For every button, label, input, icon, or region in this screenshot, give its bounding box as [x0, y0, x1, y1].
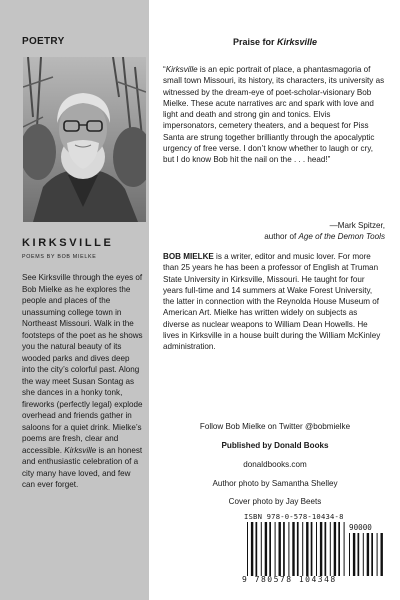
barcode-bar	[292, 522, 294, 576]
attribution-book: Age of the Demon Tools	[298, 232, 385, 242]
praise-heading	[163, 37, 387, 47]
barcode-bar	[302, 522, 303, 576]
author-photo-credit: Author photo by Samantha Shelley	[212, 479, 338, 488]
barcode-bar	[288, 522, 289, 576]
barcode-bar	[265, 522, 267, 576]
blurb-part-italic: Kirksville	[64, 445, 97, 455]
barcode-bar	[371, 533, 373, 576]
barcode-bar	[283, 522, 285, 576]
price-code: 90000	[349, 523, 372, 532]
attribution-book-line	[264, 231, 385, 242]
barcode-bars-addon	[349, 533, 383, 576]
blurb-part: is an honest and enthusiastic celebration of a city many have loved, and few can ever forget.	[22, 445, 143, 489]
barcode-bar	[344, 522, 345, 576]
barcode-bar	[363, 533, 364, 576]
author-photo	[23, 57, 146, 222]
quote-part: is an epic portrait of place, a phantasmagoria of small town Missouri, its history, its characters, its university as witnessed by the dream-eye of poet-scholar-visionary Bob Mielke. These acute narratives arc and spark with love and light and death and strong gin and tonics. Elvis impersonators, cemetery theaters, and a bequest for Piss Santa are strung together brilliantly through the apocalyptic urgency of free verse. I don’t know whether to laugh or cry, but I do know Bob hit the nail on the . . . head!”	[163, 65, 385, 165]
barcode-bar	[353, 533, 355, 576]
isbn-number: ISBN 978-0-578-10434-8	[244, 512, 344, 521]
book-title: KIRKSVILLE	[22, 237, 114, 249]
barcode-bar	[269, 522, 271, 576]
quote-part: “	[163, 65, 166, 74]
barcode-bar	[338, 522, 340, 576]
barcode-digits: 9 780578 104348	[242, 575, 337, 584]
barcode-bar	[251, 522, 253, 576]
barcode-bar	[358, 533, 360, 576]
blurb-part: See Kirksville through the eyes of Bob Mielke as he explores the people and places of the unassuming college town in Northeast Missouri. Walk in the footsteps of the poet as he shows you the natural beauty of its wooded parks and dives deep into the city’s colorful past. Along the way meet Susan Sontag as she dances in a honky tonk, fireworks (perfectly legal) explode overhead and friends gather in saloons for a quiet drink. Mielke’s poems are fresh, clear and accessible.	[22, 273, 143, 455]
barcode-bar	[261, 522, 262, 576]
barcode-bar	[256, 522, 258, 576]
praise-heading-prefix: Praise for	[232, 37, 277, 47]
barcode-bar	[381, 533, 383, 576]
bio-name: BOB MIELKE	[163, 252, 214, 261]
barcode-bars-main	[247, 522, 345, 576]
barcode-bar	[334, 522, 336, 576]
author-photo-illustration	[23, 57, 146, 222]
author-bio	[163, 251, 385, 353]
barcode-bar	[316, 522, 317, 576]
barcode-bar	[306, 522, 308, 576]
barcode-bar	[311, 522, 313, 576]
website-link[interactable]: donaldbooks.com	[243, 460, 307, 469]
praise-quote	[163, 64, 385, 166]
isbn-barcode	[241, 511, 387, 587]
quote-part-italic: Kirksville	[165, 65, 198, 74]
barcode-bar	[297, 522, 299, 576]
barcode-bar	[247, 522, 248, 576]
publisher-line: Published by Donald Books	[221, 441, 329, 450]
book-blurb	[22, 272, 144, 491]
barcode-bar	[320, 522, 322, 576]
bio-text: is a writer, editor and music lover. For more than 25 years he has been a professor of English at Truman State University in Kirksville, Missouri. He taught for four years full-time and 14 summers at Wake Forest University, the latter in connection with the Reynolda House Museum of American Art. Mielke has written widely on subjects as diverse as nuclear weapons to William Dean Howells. He lives in Kirksville in a house built during the William McKinley administration.	[163, 252, 381, 352]
book-subtitle: POEMS BY BOB MIELKE	[22, 254, 97, 260]
barcode-bar	[367, 533, 369, 576]
quote-attribution	[264, 220, 385, 243]
barcode-bar	[349, 533, 350, 576]
barcode-bar	[330, 522, 331, 576]
barcode-bar	[325, 522, 327, 576]
attribution-name: —Mark Spitzer,	[329, 221, 385, 230]
category-label: POETRY	[22, 36, 65, 47]
barcode-bar	[275, 522, 276, 576]
barcode-bar	[279, 522, 281, 576]
back-cover-sidebar	[0, 0, 149, 600]
attribution-prefix: author of	[264, 232, 299, 242]
barcode-bar	[377, 533, 378, 576]
praise-heading-book: Kirksville	[277, 37, 318, 47]
twitter-line: Follow Bob Mielke on Twitter @bobmielke	[199, 422, 351, 431]
cover-photo-credit: Cover photo by Jay Beets	[228, 497, 322, 506]
